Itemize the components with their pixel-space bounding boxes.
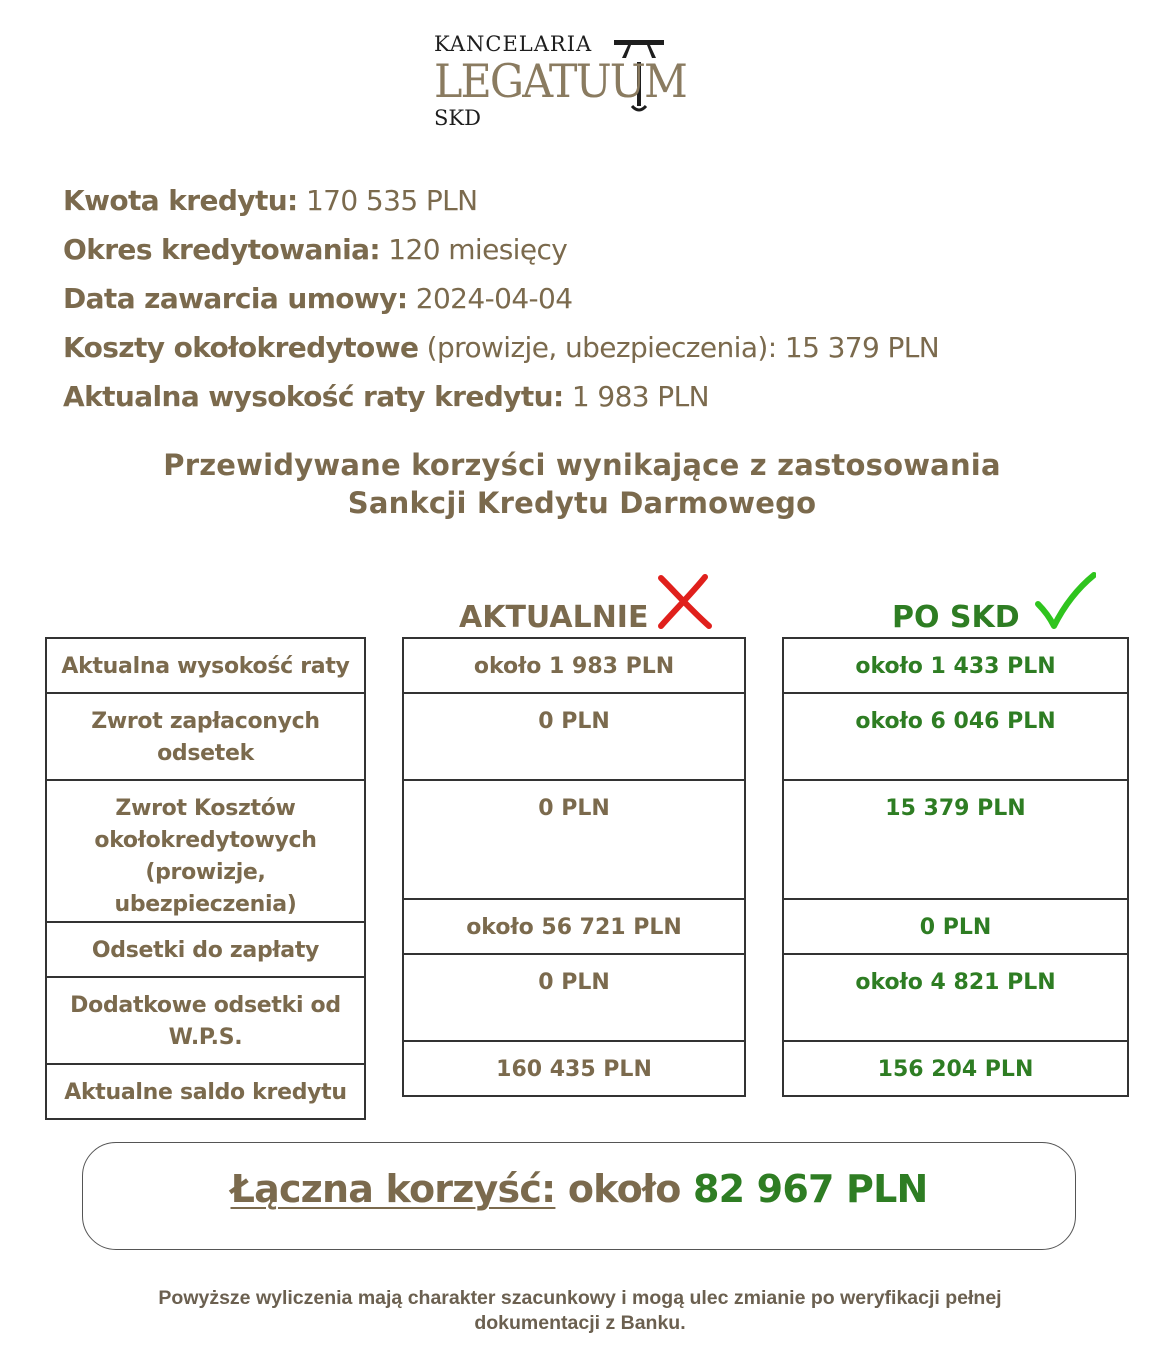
cross-icon: [655, 574, 713, 630]
total-benefit-prefix: około: [555, 1167, 693, 1211]
labels-table: [45, 637, 366, 1120]
info-label: Koszty okołokredytowe: [63, 331, 419, 364]
current-value: około 1 983 PLN: [403, 638, 745, 693]
table-row: [783, 899, 1128, 954]
loan-info: [63, 180, 939, 425]
current-value: 0 PLN: [403, 954, 745, 1041]
current-value: 160 435 PLN: [403, 1041, 745, 1096]
table-row: [403, 1041, 745, 1096]
row-label: Aktualna wysokość raty: [46, 638, 365, 693]
logo: [434, 30, 734, 130]
total-benefit-box: [82, 1142, 1076, 1250]
table-row: [783, 693, 1128, 780]
table-row: [403, 899, 745, 954]
row-label: Zwrot zapłaconych odsetek: [46, 693, 365, 780]
info-value: 170 535 PLN: [297, 184, 478, 217]
after-skd-values-table: [782, 637, 1129, 1097]
table-row: [46, 693, 365, 780]
info-loan-period: [63, 229, 939, 278]
after-value: około 4 821 PLN: [783, 954, 1128, 1041]
info-value: 120 miesięcy: [379, 233, 568, 266]
benefits-headline: [0, 446, 1164, 522]
total-benefit-value: 82 967 PLN: [692, 1167, 928, 1211]
after-value: około 6 046 PLN: [783, 693, 1128, 780]
total-benefit-text: [83, 1165, 1075, 1213]
table-row: [783, 1041, 1128, 1096]
table-row: [46, 977, 365, 1064]
row-label: Aktualne saldo kredytu: [46, 1064, 365, 1119]
table-row: [403, 954, 745, 1041]
logo-line1: KANCELARIA: [434, 32, 593, 56]
info-label: Aktualna wysokość raty kredytu:: [63, 380, 564, 413]
info-value: 1 983 PLN: [563, 380, 709, 413]
info-label: Kwota kredytu:: [63, 184, 298, 217]
table-row: [46, 780, 365, 922]
table-row: [783, 780, 1128, 899]
info-loan-costs: [63, 327, 939, 376]
current-value: 0 PLN: [403, 693, 745, 780]
info-label: Data zawarcia umowy:: [63, 282, 408, 315]
info-value: 2024-04-04: [407, 282, 573, 315]
table-row: [46, 638, 365, 693]
info-value: (prowizje, ubezpieczenia): 15 379 PLN: [418, 331, 940, 364]
current-value: około 56 721 PLN: [403, 899, 745, 954]
after-value: 156 204 PLN: [783, 1041, 1128, 1096]
info-loan-amount: [63, 180, 939, 229]
table-row: [46, 1064, 365, 1119]
check-icon: [1034, 572, 1096, 630]
table-row: [783, 954, 1128, 1041]
table-row: [783, 638, 1128, 693]
table-row: [403, 638, 745, 693]
headline-line1: Przewidywane korzyści wynikające z zastosowania: [163, 448, 1001, 482]
row-label: Dodatkowe odsetki od W.P.S.: [46, 977, 365, 1064]
after-value: około 1 433 PLN: [783, 638, 1128, 693]
current-values-table: [402, 637, 746, 1097]
logo-line3: SKD: [434, 106, 481, 130]
table-row: [403, 780, 745, 899]
footnote-line1: Powyższe wyliczenia mają charakter szacunkowy i mogą ulec zmianie po weryfikacji pełnej: [158, 1287, 1002, 1309]
column-header-current: AKTUALNIE: [459, 600, 649, 635]
info-label: Okres kredytowania:: [63, 233, 380, 266]
table-row: [46, 922, 365, 977]
table-row: [403, 693, 745, 780]
row-label: Zwrot Kosztów okołokredytowych (prowizje, ubezpieczenia): [46, 780, 365, 922]
row-label: Odsetki do zapłaty: [46, 922, 365, 977]
info-contract-date: [63, 278, 939, 327]
disclaimer-footnote: [130, 1286, 1030, 1336]
info-installment: [63, 376, 939, 425]
after-value: 15 379 PLN: [783, 780, 1128, 899]
after-value: 0 PLN: [783, 899, 1128, 954]
headline-line2: Sankcji Kredytu Darmowego: [347, 486, 817, 520]
logo-line2: LEGATUUM: [434, 54, 686, 108]
footnote-line2: dokumentacji z Banku.: [474, 1312, 686, 1334]
current-value: 0 PLN: [403, 780, 745, 899]
column-header-after: PO SKD: [892, 600, 1020, 635]
total-benefit-label: Łączna korzyść:: [230, 1167, 556, 1211]
